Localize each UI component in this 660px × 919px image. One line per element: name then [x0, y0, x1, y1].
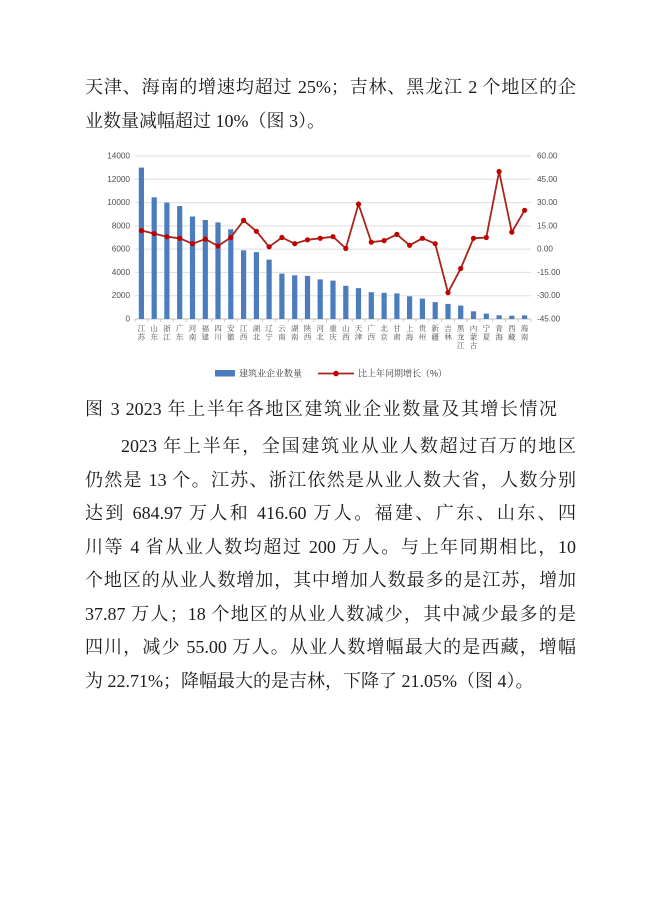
growth-line [139, 169, 527, 295]
figure-caption: 图 3 2023 年上半年各地区建筑业企业数量及其增长情况 [85, 399, 557, 419]
svg-text:山东: 山东 [150, 324, 158, 342]
paragraph-body [85, 430, 576, 698]
line-point [190, 241, 195, 246]
svg-text:贵州: 贵州 [418, 324, 427, 342]
bar [177, 206, 182, 319]
line-point [484, 235, 489, 240]
svg-text:甘肃: 甘肃 [393, 324, 401, 342]
line-point [343, 246, 348, 251]
line-point [382, 238, 387, 243]
bar [420, 299, 425, 319]
line-point [407, 243, 412, 248]
line-point [305, 237, 310, 242]
bar [241, 250, 246, 319]
bar [445, 304, 450, 319]
svg-text:湖北: 湖北 [252, 324, 261, 342]
line-point [330, 234, 335, 239]
line-point [509, 230, 514, 235]
bar [330, 281, 335, 319]
bar [318, 279, 323, 319]
line-point [279, 235, 284, 240]
bar [215, 222, 220, 319]
bar [203, 220, 208, 319]
line-point [241, 218, 246, 223]
svg-text:陕西: 陕西 [303, 324, 312, 342]
svg-text:内蒙古: 内蒙古 [469, 324, 478, 351]
svg-text:安徽: 安徽 [227, 324, 235, 342]
svg-text:河北: 河北 [316, 324, 324, 342]
bar [497, 315, 502, 319]
bar [267, 260, 272, 319]
text-line: 个地区的从业人数增加，其中增加人数最多的是江苏，增加 [85, 570, 576, 590]
bar [279, 274, 284, 319]
svg-text:湖南: 湖南 [290, 324, 299, 342]
line-point [228, 235, 233, 240]
svg-text:上海: 上海 [405, 324, 414, 342]
line-point [458, 266, 463, 271]
svg-text:吉林: 吉林 [444, 324, 452, 342]
bar [164, 203, 169, 319]
svg-text:辽宁: 辽宁 [265, 324, 273, 342]
line-point [152, 231, 157, 236]
line-point [420, 236, 425, 241]
svg-text:6000: 6000 [111, 244, 130, 254]
svg-text:云南: 云南 [278, 324, 286, 342]
svg-text:山西: 山西 [342, 324, 350, 342]
line-point [267, 244, 272, 249]
line-point [433, 241, 438, 246]
svg-text:四川: 四川 [214, 324, 222, 342]
bar [433, 302, 438, 319]
bar [139, 168, 144, 319]
bar [190, 217, 195, 320]
bar [228, 229, 233, 319]
line-point [394, 232, 399, 237]
line-point [369, 240, 374, 245]
svg-text:14000: 14000 [107, 151, 130, 161]
line-point [522, 208, 527, 213]
line-point [445, 290, 450, 295]
svg-text:45.00: 45.00 [537, 174, 558, 184]
svg-text:-15.00: -15.00 [537, 267, 561, 277]
text-line: 业数量减幅超过 10%（图 3）。 [85, 110, 325, 131]
line-point [497, 169, 502, 174]
text-line: 2023 年上半年，全国建筑业从业人数超过百万的地区 [121, 436, 576, 456]
svg-text:广东: 广东 [175, 324, 184, 342]
text-line: 四川，减少 55.00 万人。从业人数增幅最大的是西藏，增幅 [85, 637, 576, 657]
svg-text:15.00: 15.00 [537, 221, 558, 231]
svg-text:10000: 10000 [107, 198, 130, 208]
svg-text:海南: 海南 [520, 324, 529, 342]
x-axis-labels [138, 323, 529, 350]
bar [369, 292, 374, 319]
text-line: 仍然是 13 个。江苏、浙江依然是从业人数大省，人数分别 [85, 469, 576, 490]
svg-text:12000: 12000 [107, 174, 130, 184]
svg-text:30.00: 30.00 [537, 198, 558, 208]
paragraph-top [85, 71, 576, 138]
bar [292, 275, 297, 319]
svg-text:青海: 青海 [495, 324, 503, 342]
svg-text:重庆: 重庆 [329, 324, 337, 342]
svg-text:江西: 江西 [239, 324, 248, 342]
line-point [203, 237, 208, 242]
svg-text:黑龙江: 黑龙江 [456, 324, 465, 351]
text-line: 为 22.71%；降幅最大的是吉林，下降了 21.05%（图 4）。 [85, 670, 534, 691]
line-point [292, 241, 297, 246]
bar [152, 197, 157, 319]
text-line: 37.87 万人；18 个地区的从业人数减少，其中减少最多的是 [85, 603, 576, 624]
legend-bar-swatch [215, 370, 235, 377]
line-point [318, 236, 323, 241]
bar [254, 252, 259, 319]
line-point [471, 236, 476, 241]
svg-text:河南: 河南 [188, 324, 197, 342]
svg-text:西藏: 西藏 [508, 324, 516, 342]
y-axis-right-labels [537, 152, 561, 324]
combo-chart-svg [97, 146, 561, 390]
svg-text:4000: 4000 [111, 267, 130, 277]
bars-series [139, 168, 527, 319]
svg-text:北京: 北京 [380, 324, 388, 342]
bar [522, 315, 527, 319]
text-line: 天津、海南的增速均超过 25%；吉林、黑龙江 2 个地区的企 [85, 77, 576, 97]
line-point [164, 234, 169, 239]
line-point [356, 202, 361, 207]
bar [458, 306, 463, 319]
line-point [139, 228, 144, 233]
svg-text:福建: 福建 [201, 324, 210, 342]
svg-text:宁夏: 宁夏 [482, 324, 491, 342]
bar [484, 314, 489, 319]
svg-text:广西: 广西 [367, 324, 376, 342]
svg-text:天津: 天津 [354, 324, 363, 342]
bar [407, 296, 412, 319]
bar [382, 293, 387, 319]
line-point [254, 229, 259, 234]
svg-text:建筑业企业数量: 建筑业企业数量 [239, 368, 303, 379]
bar [305, 276, 310, 319]
svg-text:江苏: 江苏 [137, 324, 146, 342]
bar [394, 293, 399, 319]
svg-text:8000: 8000 [111, 221, 130, 231]
svg-text:-30.00: -30.00 [537, 291, 561, 301]
svg-text:浙江: 浙江 [163, 324, 171, 342]
text-line: 达到 684.97 万人和 416.60 万人。福建、广东、山东、四 [85, 503, 576, 523]
line-point [215, 243, 220, 248]
svg-text:新疆: 新疆 [431, 324, 439, 342]
svg-text:2000: 2000 [111, 291, 130, 301]
bar [471, 311, 476, 319]
bar [356, 288, 361, 319]
chart-legend [215, 368, 447, 379]
svg-text:比上年同期增长（%）: 比上年同期增长（%） [358, 368, 448, 379]
svg-text:-45.00: -45.00 [537, 314, 561, 324]
text-line: 川等 4 省从业人数均超过 200 万人。与上年同期相比，10 [85, 536, 576, 557]
svg-text:0: 0 [125, 314, 130, 324]
figure-3-chart [97, 146, 561, 390]
svg-text:0.00: 0.00 [537, 244, 553, 254]
svg-text:60.00: 60.00 [537, 151, 558, 161]
bar [509, 316, 514, 319]
y-axis-left-labels [107, 152, 130, 324]
bar [343, 286, 348, 319]
line-point [177, 236, 182, 241]
